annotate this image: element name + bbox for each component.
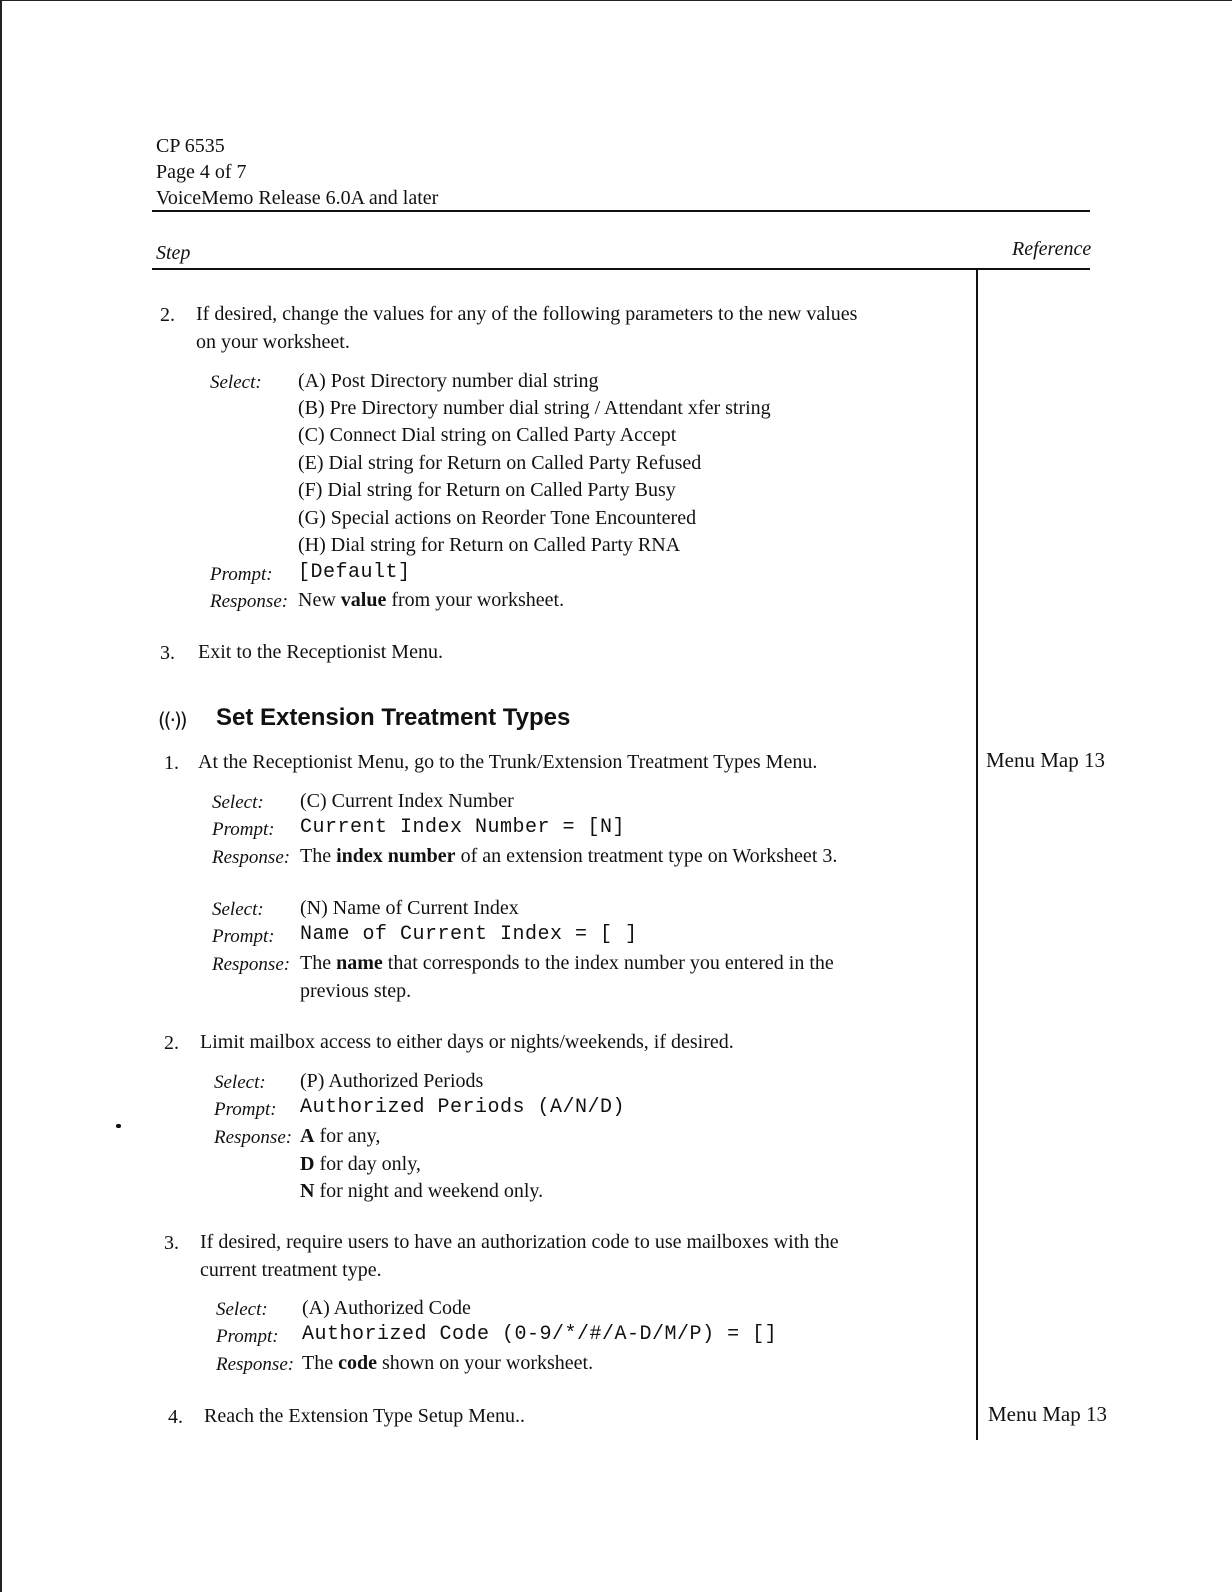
step-number: 2. [160,304,175,326]
step-text: At the Receptionist Menu, go to the Trunk/Extension Treatment Types Menu. [198,751,818,773]
prompt-text: [Default] [298,561,411,584]
prompt-text: Authorized Code (0-9/*/#/A-D/M/P) = [] [302,1323,778,1346]
prompt-label: Prompt: [216,1326,279,1347]
select-label: Select: [210,372,262,393]
response-label: Response: [214,1127,293,1148]
select-label: Select: [212,792,264,813]
option-item: (G) Special actions on Reorder Tone Encountered [298,507,697,529]
menu-map-reference: Menu Map 13 [988,1402,1107,1426]
select-label: Select: [214,1072,266,1093]
reference-column-divider [976,268,978,1440]
option-item: (C) Connect Dial string on Called Party Accept [298,424,677,446]
prompt-label: Prompt: [214,1099,277,1120]
option-item: (E) Dial string for Return on Called Party Refused [298,452,702,474]
option-item: (H) Dial string for Return on Called Party RNA [298,534,681,556]
column-rule [152,268,1090,270]
step-number: 1. [164,752,179,774]
prompt-text: Name of Current Index = [ ] [300,923,638,946]
step-number: 3. [160,642,175,664]
select-label: Select: [216,1299,268,1320]
step-text: current treatment type. [200,1259,382,1281]
select-value: (A) Authorized Code [302,1297,471,1319]
menu-map-reference: Menu Map 13 [986,748,1105,772]
select-label: Select: [212,899,264,920]
select-value: (C) Current Index Number [300,790,514,812]
response-text: N for night and weekend only. [300,1180,544,1202]
select-value: (N) Name of Current Index [300,897,519,919]
speck-mark [116,1124,121,1128]
column-reference: Reference [1012,238,1092,260]
page-number: Page 4 of 7 [156,161,247,183]
response-label: Response: [212,847,291,868]
response-text: New value from your worksheet. [298,589,565,611]
step-number: 4. [168,1406,183,1428]
response-text: previous step. [300,980,412,1002]
prompt-label: Prompt: [210,564,273,585]
response-label: Response: [216,1354,295,1375]
response-text: The index number of an extension treatment type on Worksheet 3. [300,845,838,867]
header-rule [152,210,1090,212]
release-info: VoiceMemo Release 6.0A and later [156,187,439,209]
option-item: (F) Dial string for Return on Called Party Busy [298,479,676,501]
response-label: Response: [212,954,291,975]
prompt-label: Prompt: [212,926,275,947]
select-value: (P) Authorized Periods [300,1070,484,1092]
step-text: Limit mailbox access to either days or nights/weekends, if desired. [200,1031,734,1053]
step-text: Exit to the Receptionist Menu. [198,641,443,663]
step-text: If desired, change the values for any of the following parameters to the new values [196,303,858,325]
prompt-label: Prompt: [212,819,275,840]
response-text: The name that corresponds to the index number you entered in the [300,952,834,974]
response-text: D for day only, [300,1153,421,1175]
column-step: Step [156,242,191,264]
response-label: Response: [210,591,289,612]
step-number: 3. [164,1232,179,1254]
prompt-text: Authorized Periods (A/N/D) [300,1096,626,1119]
response-text: A for any, [300,1125,381,1147]
option-item: (B) Pre Directory number dial string / Attendant xfer string [298,397,771,419]
section-title: Set Extension Treatment Types [216,704,571,731]
step-text: If desired, require users to have an authorization code to use mailboxes with the [200,1231,839,1253]
step-text: on your worksheet. [196,331,350,353]
doc-id: CP 6535 [156,135,225,157]
step-text: Reach the Extension Type Setup Menu.. [204,1405,525,1427]
prompt-text: Current Index Number = [N] [300,816,626,839]
section-icon: ((·)) [158,708,186,732]
response-text: The code shown on your worksheet. [302,1352,594,1374]
step-number: 2. [164,1032,179,1054]
option-item: (A) Post Directory number dial string [298,370,599,392]
